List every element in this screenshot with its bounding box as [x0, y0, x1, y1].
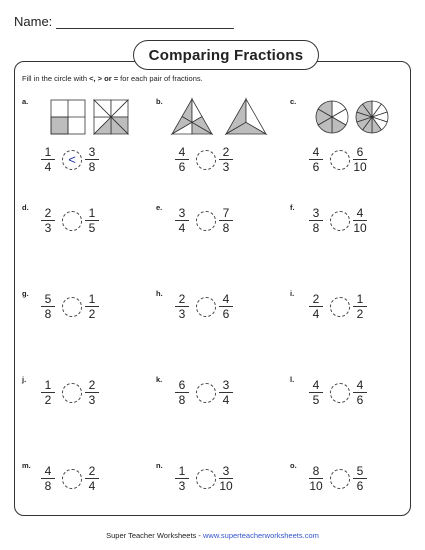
right-numerator: 2 — [222, 145, 230, 159]
problem-label: b. — [156, 97, 163, 106]
left-denominator: 8 — [312, 221, 320, 235]
left-numerator: 2 — [178, 292, 186, 306]
problem-label: k. — [156, 375, 163, 384]
problem-f — [290, 203, 420, 279]
fraction-comparison — [40, 464, 140, 494]
problem-label: m. — [22, 461, 31, 470]
answer-circle[interactable] — [62, 297, 82, 317]
left-numerator: 8 — [312, 464, 320, 478]
answer-circle[interactable]: < — [62, 150, 82, 170]
right-numerator: 4 — [356, 206, 364, 220]
left-fraction — [174, 464, 190, 493]
problem-n — [156, 461, 286, 537]
right-denominator: 10 — [353, 221, 367, 235]
fraction-comparison — [40, 206, 140, 236]
right-fraction — [84, 464, 100, 493]
answer-circle[interactable] — [196, 297, 216, 317]
right-fraction — [218, 464, 234, 493]
worksheet-title: Comparing Fractions — [133, 40, 319, 70]
answer-circle[interactable] — [196, 383, 216, 403]
triangle-sixths-picture — [172, 99, 212, 134]
left-numerator: 4 — [178, 145, 186, 159]
right-fraction — [84, 145, 100, 174]
right-numerator: 1 — [88, 206, 96, 220]
left-fraction — [174, 206, 190, 235]
fraction-comparison — [308, 464, 408, 494]
problem-label: c. — [290, 97, 297, 106]
fraction-comparison — [308, 292, 408, 322]
left-denominator: 4 — [312, 307, 320, 321]
left-numerator: 1 — [44, 378, 52, 392]
left-denominator: 4 — [178, 221, 186, 235]
right-numerator: 3 — [222, 464, 230, 478]
left-denominator: 3 — [178, 479, 186, 493]
right-denominator: 8 — [88, 160, 96, 174]
name-label: Name: — [14, 14, 53, 29]
right-fraction — [84, 292, 100, 321]
problem-label: i. — [290, 289, 295, 298]
right-numerator: 1 — [88, 292, 96, 306]
left-numerator: 4 — [312, 378, 320, 392]
problem-h — [156, 289, 286, 365]
problem-j — [22, 375, 152, 451]
answer-circle[interactable] — [330, 469, 350, 489]
problem-label: h. — [156, 289, 163, 298]
right-fraction — [218, 206, 234, 235]
right-fraction — [352, 145, 368, 174]
problem-label: e. — [156, 203, 163, 212]
left-numerator: 3 — [178, 206, 186, 220]
right-denominator: 2 — [356, 307, 364, 321]
circle-tenths-picture — [356, 101, 388, 133]
left-fraction — [40, 378, 56, 407]
right-fraction — [352, 464, 368, 493]
answer-circle[interactable] — [62, 383, 82, 403]
right-numerator: 4 — [222, 292, 230, 306]
fraction-comparison — [40, 145, 140, 175]
answer-circle[interactable] — [330, 211, 350, 231]
left-denominator: 2 — [44, 393, 52, 407]
right-denominator: 4 — [222, 393, 230, 407]
fraction-pictures — [34, 97, 149, 137]
fraction-comparison — [308, 206, 408, 236]
fraction-comparison — [174, 378, 274, 408]
problem-label: l. — [290, 375, 295, 384]
fraction-comparison — [174, 292, 274, 322]
left-numerator: 5 — [44, 292, 52, 306]
problem-g — [22, 289, 152, 365]
problem-label: d. — [22, 203, 29, 212]
instructions — [22, 74, 203, 83]
right-fraction — [218, 145, 234, 174]
instructions-symbols: <, > or = — [89, 74, 119, 83]
left-fraction — [40, 206, 56, 235]
right-numerator: 4 — [356, 378, 364, 392]
fraction-pictures — [302, 97, 417, 137]
left-numerator: 2 — [44, 206, 52, 220]
problem-label: f. — [290, 203, 295, 212]
right-fraction — [218, 292, 234, 321]
footer — [0, 531, 425, 540]
fraction-comparison — [174, 145, 274, 175]
problem-label: n. — [156, 461, 163, 470]
square-quarters-picture — [51, 100, 85, 134]
right-fraction — [352, 378, 368, 407]
right-fraction — [84, 206, 100, 235]
left-numerator: 2 — [312, 292, 320, 306]
problem-k — [156, 375, 286, 451]
right-numerator: 3 — [88, 145, 96, 159]
answer-circle[interactable] — [330, 383, 350, 403]
right-fraction — [352, 292, 368, 321]
left-fraction — [174, 145, 190, 174]
right-numerator: 6 — [356, 145, 364, 159]
footer-brand: Super Teacher Worksheets — [106, 531, 197, 540]
right-denominator: 2 — [88, 307, 96, 321]
left-denominator: 4 — [44, 160, 52, 174]
fraction-comparison — [40, 378, 140, 408]
right-denominator: 10 — [353, 160, 367, 174]
left-fraction — [308, 378, 324, 407]
left-denominator: 10 — [309, 479, 323, 493]
footer-separator: - — [196, 531, 203, 540]
answer-circle[interactable] — [62, 469, 82, 489]
right-numerator: 2 — [88, 464, 96, 478]
fraction-comparison — [308, 145, 408, 175]
right-denominator: 6 — [222, 307, 230, 321]
instructions-post: for each pair of fractions. — [118, 74, 203, 83]
square-eighths-picture — [94, 100, 128, 134]
instructions-pre: Fill in the circle with — [22, 74, 90, 83]
answer-circle[interactable] — [330, 297, 350, 317]
right-numerator: 7 — [222, 206, 230, 220]
answer-circle[interactable] — [62, 211, 82, 231]
left-fraction — [308, 145, 324, 174]
right-denominator: 6 — [356, 393, 364, 407]
left-denominator: 3 — [44, 221, 52, 235]
fraction-comparison — [40, 292, 140, 322]
left-numerator: 1 — [44, 145, 52, 159]
problem-label: a. — [22, 97, 29, 106]
fraction-comparison — [308, 378, 408, 408]
left-fraction — [174, 292, 190, 321]
right-fraction — [84, 378, 100, 407]
right-numerator: 1 — [356, 292, 364, 306]
left-denominator: 6 — [178, 160, 186, 174]
problem-label: j. — [22, 375, 27, 384]
problem-l — [290, 375, 420, 451]
right-denominator: 6 — [356, 479, 364, 493]
triangle-thirds-picture — [226, 99, 266, 134]
left-numerator: 6 — [178, 378, 186, 392]
left-denominator: 3 — [178, 307, 186, 321]
left-denominator: 6 — [312, 160, 320, 174]
right-denominator: 5 — [88, 221, 96, 235]
fraction-comparison — [174, 464, 274, 494]
problem-a — [22, 97, 152, 173]
problem-b — [156, 97, 286, 173]
left-fraction — [40, 292, 56, 321]
right-denominator: 8 — [222, 221, 230, 235]
right-denominator: 3 — [222, 160, 230, 174]
problem-m — [22, 461, 152, 537]
left-fraction — [308, 206, 324, 235]
left-denominator: 5 — [312, 393, 320, 407]
left-fraction — [308, 464, 324, 493]
problem-i — [290, 289, 420, 365]
right-numerator: 2 — [88, 378, 96, 392]
answer-circle[interactable] — [330, 150, 350, 170]
name-line[interactable] — [56, 28, 234, 29]
answer-circle[interactable] — [196, 469, 216, 489]
answer-circle[interactable] — [196, 211, 216, 231]
left-numerator: 4 — [312, 145, 320, 159]
fraction-comparison — [174, 206, 274, 236]
right-fraction — [352, 206, 368, 235]
left-fraction — [308, 292, 324, 321]
left-denominator: 8 — [44, 479, 52, 493]
right-denominator: 10 — [219, 479, 233, 493]
right-numerator: 3 — [222, 378, 230, 392]
left-fraction — [174, 378, 190, 407]
left-fraction — [40, 145, 56, 174]
problem-label: g. — [22, 289, 29, 298]
left-denominator: 8 — [178, 393, 186, 407]
problem-o — [290, 461, 420, 537]
problem-c — [290, 97, 420, 173]
problem-e — [156, 203, 286, 279]
footer-url[interactable]: www.superteacherworksheets.com — [202, 531, 319, 540]
right-denominator: 3 — [88, 393, 96, 407]
left-fraction — [40, 464, 56, 493]
problem-d — [22, 203, 152, 279]
right-denominator: 4 — [88, 479, 96, 493]
right-fraction — [218, 378, 234, 407]
answer-circle[interactable] — [196, 150, 216, 170]
right-numerator: 5 — [356, 464, 364, 478]
left-numerator: 3 — [312, 206, 320, 220]
left-numerator: 1 — [178, 464, 186, 478]
circle-sixths-picture — [316, 101, 348, 133]
problem-label: o. — [290, 461, 297, 470]
left-denominator: 8 — [44, 307, 52, 321]
left-numerator: 4 — [44, 464, 52, 478]
fraction-pictures — [168, 97, 283, 137]
